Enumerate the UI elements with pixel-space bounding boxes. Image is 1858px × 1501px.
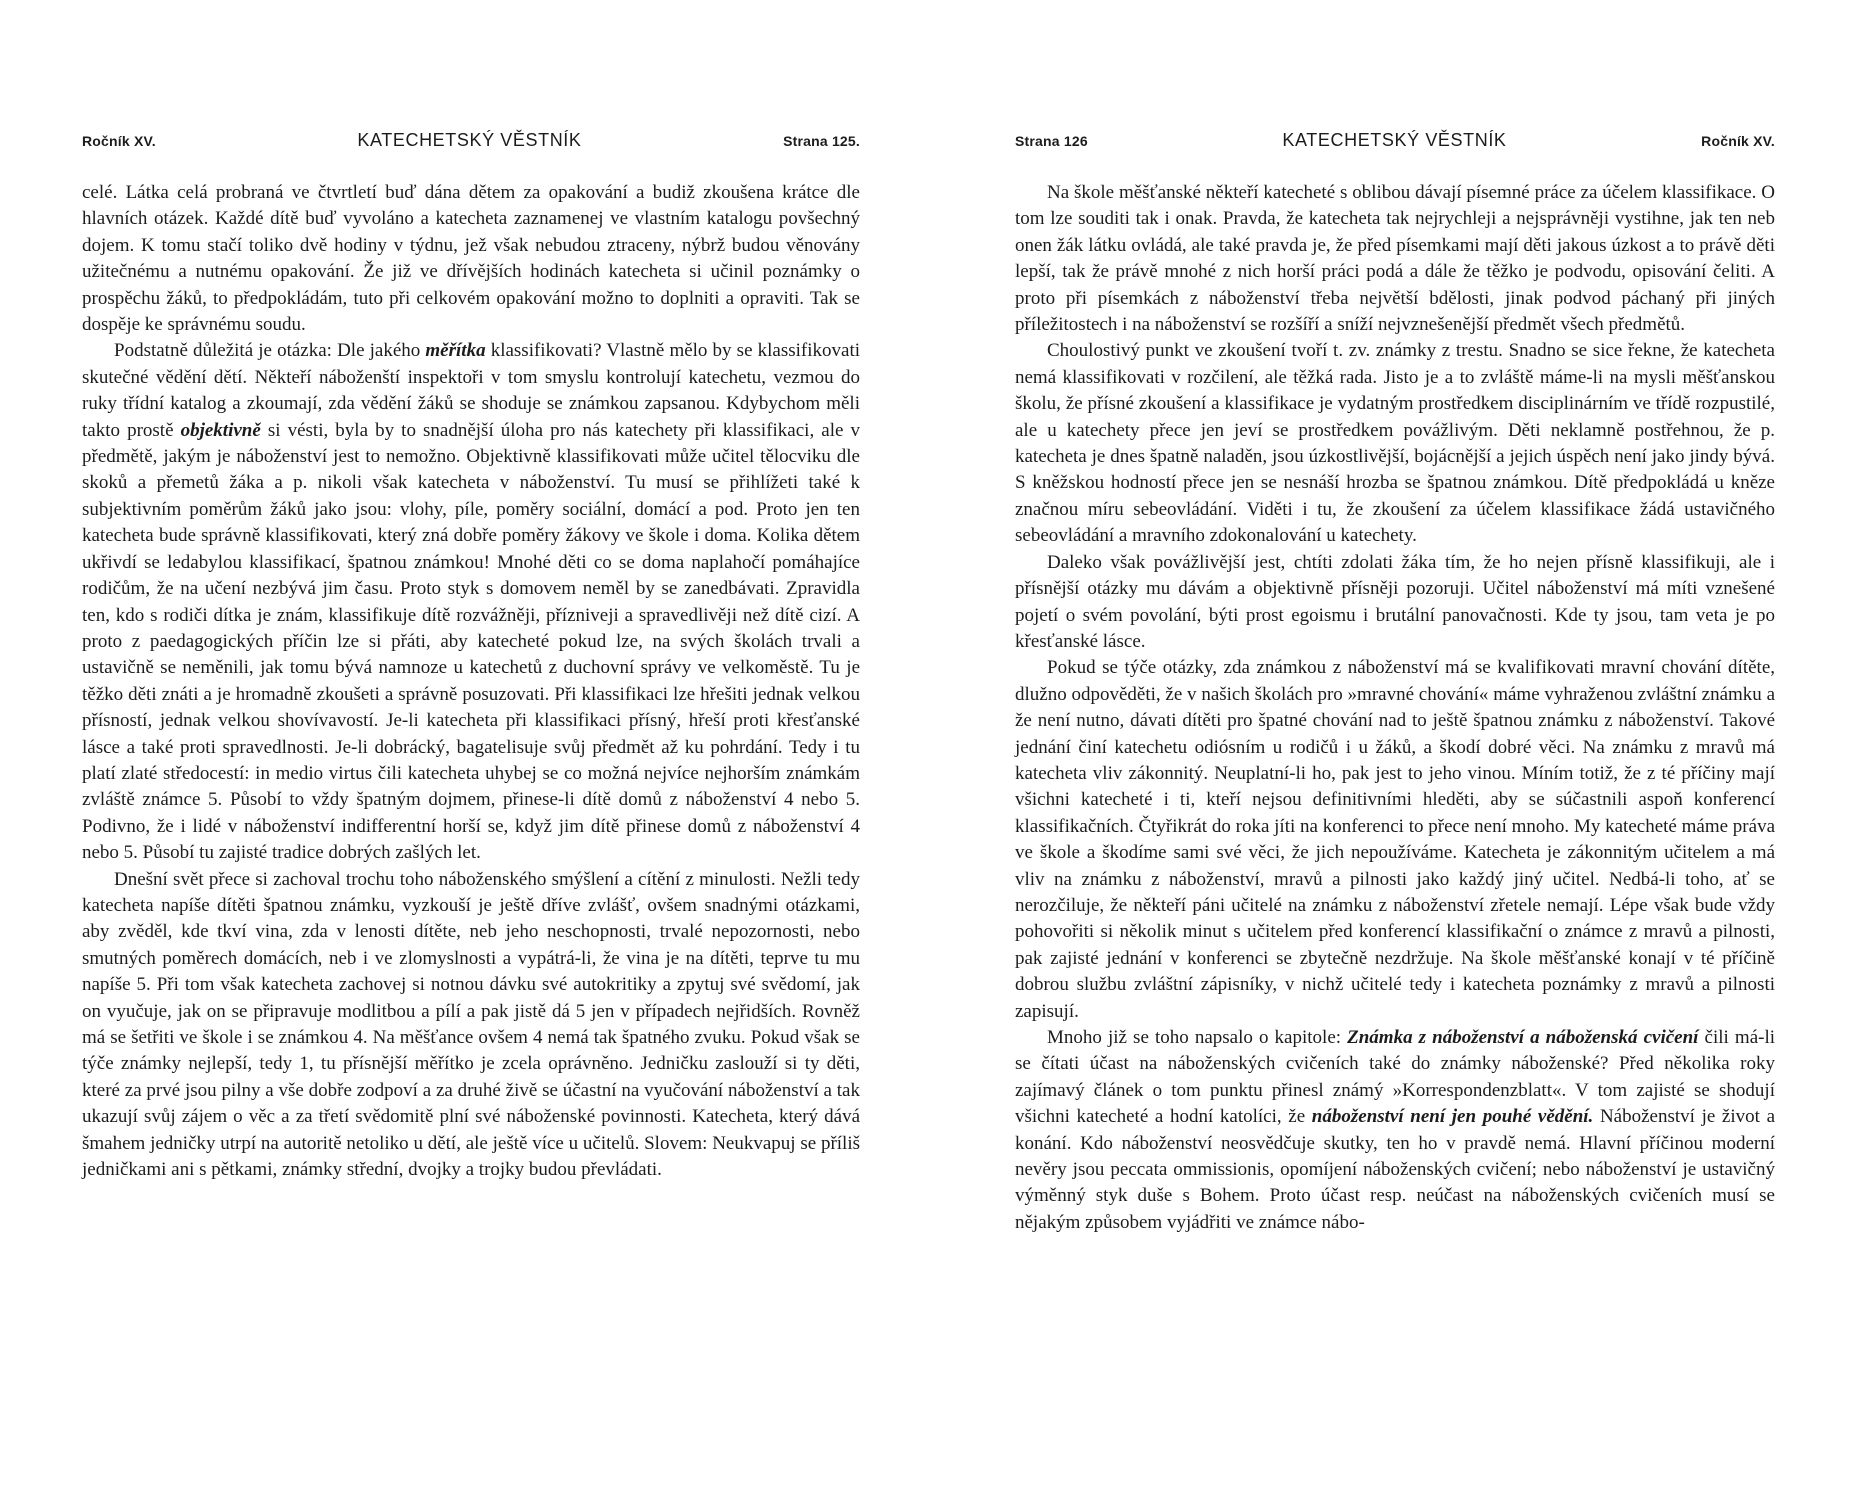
- paragraph: celé. Látka celá probraná ve čtvrtletí buď dána dětem za opakování a budiž zkoušena krátce dle hlavních otázek. Každé dítě buď vyvoláno a katecheta zaznamenej ve vlastním katalogu povšechný dojem. K tomu stačí toliko dvě hodiny v týdnu, jež však nebudou ztraceny, nýbrž budou věnovány užitečnému a nutnému opakování. Že již ve dřívějších hodinách katecheta si učinil poznámky o prospěchu žáků, to předpokládám, tuto při celkovém opakování možno to doplniti a opraviti. Tak se dospěje ke správnému soudu.: [82, 182, 860, 336]
- emphasis: náboženství není jen pouhé vědění.: [1311, 1106, 1594, 1128]
- emphasis: Známka z náboženství a náboženská cvičení: [1347, 1027, 1699, 1048]
- paragraph: Dnešní svět přece si zachoval trochu toho náboženského smýšlení a cítění z minulosti. Nežli tedy katecheta napíše dítěti špatnou známku, vyzkouší je ještě dříve zvlášť, ovšem snadnými otázkami, aby zvěděl, kde tkví vina, zda v lenosti dítěte, neb jeho neschopnosti, trvalé nepozornosti, nebo smutných poměrech domácích, neb i ve zlomyslnosti a vypátrá-li, že vina je na dítěti, teprve tu mu napíše 5. Při tom však katecheta zachovej si notnou dávku své autokritiky a zpytuj své svědomí, jak on vyučuje, jak on se připravuje modlitbou a pílí a pak jistě dá 5 jen v případech nejřidších. Rovněž má se šetřiti ve škole i se známkou 4. Na měšťance ovšem 4 nemá tak špatného zvuku. Pokud však se týče známky nejlepší, tedy 1, tu přísnější měřítko je zcela oprávněno. Jedničku zaslouží si ty děti, které za prvé jsou pilny a vše dobře zodpoví a za druhé živě se účastní na vyučování náboženství a tak ukazují svůj zájem o věc a za třetí svědomitě plní své náboženské povinnosti. Katecheta, který dává šmahem jedničky utrpí na autoritě netoliko u dětí, ale ještě více u učitelů. Slovem: Neukvapuj se příliš jedničkami ani s pětkami, známky střední, dvojky a trojky budou převládati.: [82, 868, 860, 1181]
- emphasis: měřítka: [425, 340, 486, 362]
- page-number: Strana 126: [1015, 133, 1088, 149]
- paragraph: Mnoho již se toho napsalo o kapitole: Známka z náboženství a náboženská cvičení čili má-li se čítati účast na náboženských cvičeních také do známky náboženské? Před několika roky zajímavý článek o tom punktu přinesl známý »Korrespondenzblatt«. V tom zajisté se shodují všichni katecheté a hodní katolíci, že náboženství není jen pouhé vědění. Náboženství je život a konání. Kdo náboženství neosvědčuje skutky, ten ho v pravdě nemá. Hlavní příčinou moderní nevěry jsou peccata ommissionis, opomíjení náboženských cvičení; nebo náboženství je ustavičný výměnný styk duše s Bohem. Proto účast resp. neúčast na náboženských cvičeních musí se nějakým způsobem vyjádřiti ve známce nábo-: [1015, 1027, 1776, 1233]
- page-number: Strana 125.: [783, 133, 860, 149]
- volume-label: Ročník XV.: [82, 133, 156, 149]
- paragraph: Daleko však povážlivější jest, chtíti zdolati žáka tím, že ho nejen přísně klassifikuji, ale i přísnější otázky mu dávám a objektivně přísněji pozoruji. Učitel náboženství má míti vznešené pojetí o svém povolání, býti prost egoismu i brutální panovačnosti. Kde ty jsou, tam veta je po křesťanské lásce.: [1015, 551, 1775, 652]
- volume-label: Ročník XV.: [1701, 133, 1775, 149]
- right-page: [929, 0, 1858, 1501]
- left-page-body: [82, 180, 860, 1183]
- journal-title: KATECHETSKÝ VĚSTNÍK: [357, 130, 582, 150]
- paragraph: Choulostivý punkt ve zkoušení tvoří t. zv. známky z trestu. Snadno se sice řekne, že katecheta nemá klassifikovati v rozčilení, ale těžká rada. Jisto je a to zvláště máme-li na mysli měšťanskou školu, že přísné zkoušení a klassifikace je vydatným prostředkem disciplinárním ve třídě rozpustilé, ale u katechety přece jen jeví se prostředkem povážlivým. Děti neklamně postřehnou, že p. katecheta je dnes špatně naladěn, jsou úzkostlivější, bojácnější a jejich úspěch není jako jindy bývá. S kněžskou hodností přece jen se nesnáší hrozba se špatnou známkou. Dítě předpokládá u kněze značnou míru sebeovládání. Viděti i tu, že zkoušení za účelem klassifikace žádá ustavičného sebeovládání a mravního zdokonalování u katechety.: [1015, 340, 1775, 547]
- right-page-body: [1015, 180, 1775, 1236]
- paragraph: Pokud se týče otázky, zda známkou z náboženství má se kvalifikovati mravní chování dítěte, dlužno odpověděti, že v našich školách pro »mravné chování« máme vyhraženou zvláštní známku a že není nutno, dávati dítěti pro špatné chování nad to ještě špatnou známku z náboženství. Takové jednání činí katechetu odiósním u rodičů i u žáků, a škodí dobré věci. Na známku z mravů má katecheta vliv zákonnitý. Neuplatní-li ho, pak jest to jeho vinou. Míním totiž, že z té příčiny mají všichni katecheté i ti, kteří nejsou definitivními hleděti, aby se súčastnili aspoň konferencí klassifikačních. Čtyřikrát do roka jíti na konferenci to přece není mnoho. My katecheté máme práva ve škole a škodíme sami své věci, že jich nepoužíváme. Katecheta je zákonnitým učitelem a má vliv na známku z náboženství, mravů a pilnosti jako každý jiný učitel. Nedbá-li toho, ať se nerozčiluje, že někteří páni učitelé na známku z náboženství zřetele nemají. Lépe však bude vždy pohovořiti si několik minut s učitelem před konferencí klassifikační o známce z mravů a pilnosti, pak zajisté jednání v konferenci se zbytečně nezdržuje. Na škole měšťanské konají v té příčině dobrou službu zvláštní zápisníky, v nichž učitelé tedy i katecheta poznámky z mravů a pilnosti zapisují.: [1015, 657, 1775, 1022]
- paragraph: Podstatně důležitá je otázka: Dle jakého měřítka klassifikovati? Vlastně mělo by se klassifikovati skutečné vědění dětí. Někteří náboženští inspektoři v tom smyslu kontrolují katechetu, vezmou do ruky třídní katalog a zkoumají, zda vědění žáků se shoduje se známkou zapsanou. Kdybychom měli takto prostě objektivně si vésti, byla by to snadnější úloha pro nás katechety při klassifikaci, ale v předmětě, jakým je náboženství jest to nemožno. Objektivně klassifikovati může učitel tělocviku dle skoků a přemetů žáka a p. nikoli však katecheta v náboženství. Tu musí se přihlížeti také k subjektivním poměrům žáků jako jsou: vlohy, píle, poměry sociální, domácí a pod. Proto jen ten katecheta bude správně klassifikovati, který zná dobře poměry žákovy ve škole i doma. Kolika dětem ukřivdí se ledabylou klassifikací, špatnou známkou! Mnohé děti co se doma naplahočí pomáhajíce rodičům, že na učení nezbývá jim času. Proto styk s domovem neměl by se zanedbávati. Zpravidla ten, kdo s rodiči dítka je znám, klassifikuje dítě rozvážněji, přízniveji a spravedlivěji než dítě cizí. A proto z paedagogických příčin lze si přáti, aby katecheté pokud lze, na svých školách trvali a ustavičně se neměnili, jak tomu bývá namnoze u katechetů z duchovní správy ve velkoměstě. Tu je těžko děti znáti a je hromadně zkoušeti a správně posuzovati. Při klassifikaci lze hřešiti jednak velkou přísností, jednak velkou shovívavostí. Je-li katecheta při klassifikaci přísný, hřeší proti křesťanské lásce a také proti spravedlnosti. Je-li dobrácký, bagatelisuje svůj předmět až ku pohrdání. Tedy i tu platí zlaté středocestí: in medio virtus čili katecheta uhybej se co možná nejvíce nejhorším známkám zvláště známce 5. Působí to vždy špatným dojmem, přinese-li dítě domů z náboženství 4 nebo 5. Podivno, že i lidé v náboženství indifferentní horší se, když jim dítě přinese domů z náboženství 4 nebo 5. Působí tu zajisté tradice dobrých zašlých let.: [82, 340, 861, 864]
- paragraph: Na škole měšťanské někteří katecheté s oblibou dávají písemné práce za účelem klassifikace. O tom lze souditi tak i onak. Pravda, že katecheta tak nejrychleji a nejsprávněji vystihne, jak ten neb onen žák látku ovládá, ale také pravda je, že před písemkami mají děti jakous úzkost a to právě děti lepší, tak že právě mnohé z nich horší práci podá a dále že těžko je podvodu, opisování čeliti. A proto při písemkách z náboženství třeba největší bdělosti, jinak podvod páchaný při jiných příležitostech i na náboženství se rozšíří a sníží nejvznešenější předmět všech předmětů.: [1015, 182, 1775, 336]
- right-page-header: [1015, 130, 1775, 156]
- emphasis: objektivně: [180, 419, 261, 441]
- journal-title: KATECHETSKÝ VĚSTNÍK: [1282, 130, 1507, 150]
- left-page-header: [82, 130, 860, 156]
